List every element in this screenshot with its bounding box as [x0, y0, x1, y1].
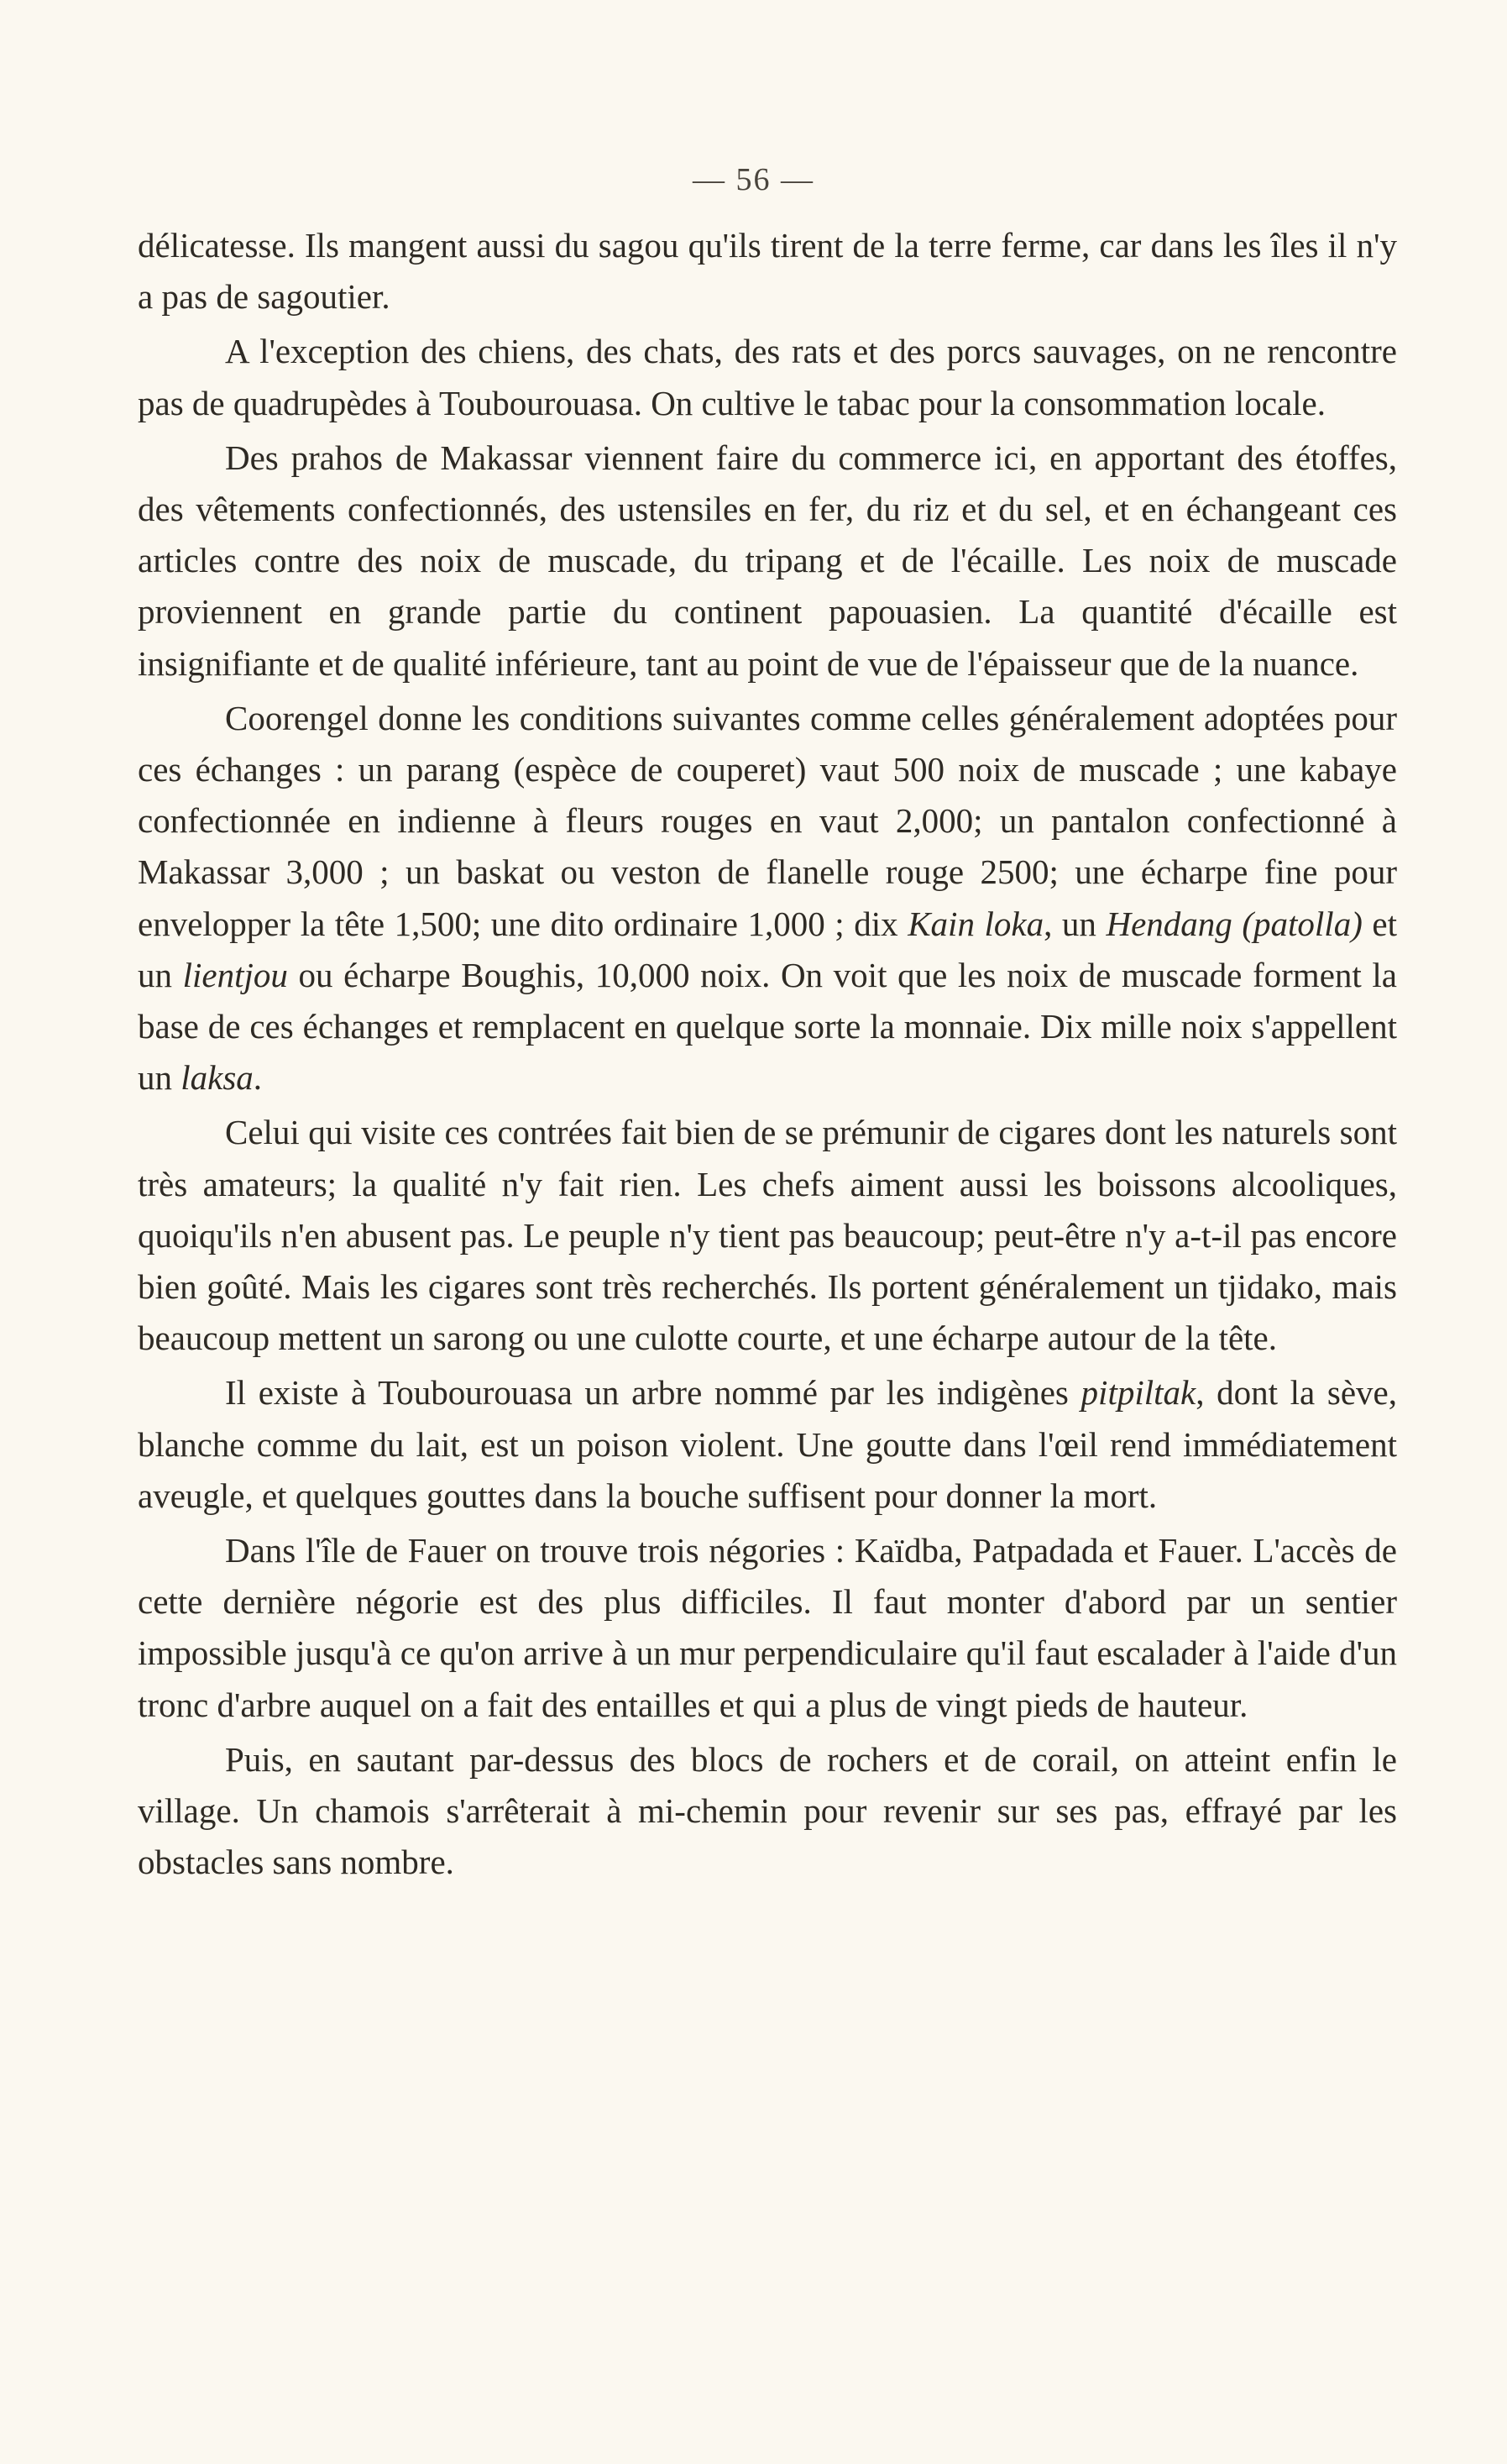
paragraph-4-text: Coorengel donne les conditions suivantes comme celles généralement adoptées pour ces échanges : un parang (espèce de couperet) vaut 500 noix de muscade ; une kabaye confectionnée en indienne à fleurs rouges en vaut 2,000; un pantalon confectionné à Makassar 3,000 ; un baskat ou veston de flanelle rouge 2500; une écharpe fine pour envelopper la tête 1,500; une dito ordinaire 1,000 ; dix: [138, 698, 1397, 943]
term-hendang: Hendang (patolla): [1106, 904, 1363, 943]
paragraph-3: Des prahos de Makassar viennent faire du commerce ici, en apportant des étoffes, des vêtements confectionnés, des ustensiles en fer, du riz et du sel, et en échangeant ces articles contre des noix de muscade, du tripang et de l'écaille. Les noix de muscade proviennent en grande partie du continent papouasien. La quantité d'écaille est insignifiante et de qualité inférieure, tant au point de vue de l'épaisseur que de la nuance.: [138, 438, 1397, 683]
paragraph-8: Puis, en sautant par-dessus des blocs de rochers et de corail, on atteint enfin le village. Un chamois s'arrêterait à mi-chemin pour revenir sur ses pas, effrayé par les obstacles sans nombre.: [138, 1739, 1397, 1882]
paragraph-4-text: et un: [138, 904, 1398, 994]
body-text: [138, 220, 1397, 1889]
page-number: — 56 —: [693, 162, 814, 197]
term-pitpiltak: pitpiltak: [1081, 1373, 1196, 1413]
paragraph-1: délicatesse. Ils mangent aussi du sagou qu'ils tirent de la terre ferme, car dans les îles il n'y a pas de sagoutier.: [138, 226, 1397, 317]
paragraph-2: A l'exception des chiens, des chats, des rats et des porcs sauvages, on ne rencontre pas de quadrupèdes à Toubourouasa. On cultive le tabac pour la consommation locale.: [138, 332, 1397, 422]
paragraph-4-text: , un: [1044, 904, 1107, 943]
paragraph-4: [138, 693, 1397, 1104]
paragraph-4-text: ou écharpe Boughis, 10,000 noix. On voit que les noix de muscade forment la base de ces échanges et remplacent en quelque sorte la monnaie. Dix mille noix s'appellent un: [138, 955, 1398, 1098]
term-lientjou: lientjou: [182, 955, 288, 994]
paragraph-6-text: Il existe à Toubourouasa un arbre nommé par les indigènes: [225, 1373, 1081, 1413]
paragraph-5: Celui qui visite ces contrées fait bien de se prémunir de cigares dont les naturels sont très amateurs; la qualité n'y fait rien. Les chefs aiment aussi les boissons alcooliques, quoiqu'ils n'en abusent pas. Le peuple n'y tient pas beaucoup; peut-être n'y a-t-il pas encore bien goûté. Mais les cigares sont très recherchés. Ils portent généralement un tjidako, mais beaucoup mettent un sarong ou une culotte courte, et une écharpe autour de la tête.: [138, 1113, 1397, 1358]
term-kain-loka: Kain loka: [908, 904, 1044, 943]
term-laksa: laksa: [181, 1058, 254, 1098]
paragraph-6-text: , dont la sève, blanche comme du lait, est un poison violent. Une goutte dans l'œil rend immédiatement aveugle, et quelques gouttes dans la bouche suffisent pour donner la mort.: [138, 1373, 1397, 1515]
paragraph-7: Dans l'île de Fauer on trouve trois négories : Kaïdba, Patpadada et Fauer. L'accès de cette dernière négorie est des plus difficiles. Il faut monter d'abord par un sentier impossible jusqu'à ce qu'on arrive à un mur perpendiculaire qu'il faut escalader à l'aide d'un tronc d'arbre auquel on a fait des entailles et qui a plus de vingt pieds de hauteur.: [138, 1531, 1397, 1724]
paragraph-4-text: .: [253, 1058, 263, 1098]
paragraph-6: [138, 1367, 1397, 1522]
